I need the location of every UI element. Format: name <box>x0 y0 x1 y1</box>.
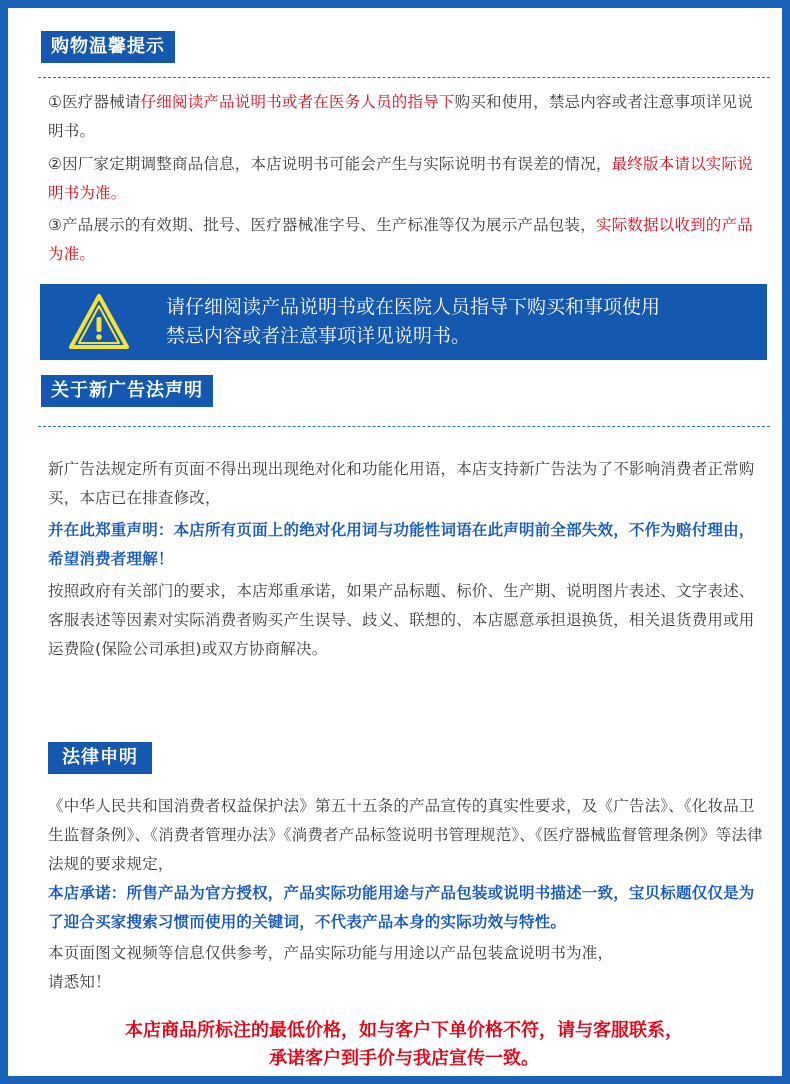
ad-law-declaration: 并在此郑重声明：本店所有页面上的绝对化用词与功能性词语在此声明前全部失效，不作为赔付理由，希望消费者理解！ <box>48 521 755 568</box>
text: ③产品展示的有效期、批号、医疗器械准字号、生产标准等仅为展示产品包装， <box>48 216 596 234</box>
section-title-legal: 法律申明 <box>48 742 152 774</box>
shopping-tip-2 <box>48 150 768 208</box>
shopping-tip-1 <box>48 88 768 146</box>
legal-paragraph-4: 请悉知！ <box>48 973 111 991</box>
section-title-ad-law: 关于新广告法声明 <box>41 375 213 407</box>
banner-line-1: 请仔细阅读产品说明书或在医院人员指导下购买和事项使用 <box>166 296 661 318</box>
banner-line-2: 禁忌内容或者注意事项详见说明书。 <box>166 325 471 347</box>
shopping-tip-3 <box>48 211 768 269</box>
legal-promise: 本店承诺：所售产品为官方授权，产品实际功能用途与产品包装或说明书描述一致，宝贝标题仅仅是为了迎合买家搜索习惯而使用的关键词，不代表产品本身的实际功效与特性。 <box>48 884 755 931</box>
divider <box>38 77 770 78</box>
highlight-text: 最终版本请以实际说明书为准。 <box>48 155 753 202</box>
warning-triangle-icon <box>68 292 130 352</box>
section-title-shopping-tips: 购物温馨提示 <box>41 31 175 63</box>
divider <box>38 426 770 427</box>
ad-law-paragraph-1: 新广告法规定所有页面不得出现出现绝对化和功能化用语，本店支持新广告法为了不影响消费者正常购买，本店已在排查修改， <box>48 460 755 507</box>
legal-paragraph-3: 本页面图文视频等信息仅供参考，产品实际功能与用途以产品包装盒说明书为准， <box>48 944 614 962</box>
text: ②因厂家定期调整商品信息，本店说明书可能会产生与实际说明书有误差的情况， <box>48 155 612 173</box>
warning-banner <box>40 284 767 360</box>
text: 购买和使用，禁忌内容或者注意事项详见说明书。 <box>48 93 753 140</box>
footer-notice-line-1: 本店商品所标注的最低价格，如与客户下单价格不符，请与客服联系， <box>125 1020 683 1041</box>
banner-text <box>166 293 766 351</box>
text: ①医疗器械请 <box>48 93 141 111</box>
highlight-text: 实际数据以收到的产品为准。 <box>48 216 753 263</box>
legal-paragraph-1: 《中华人民共和国消费者权益保护法》第五十五条的产品宣传的真实性要求，及《广告法》、《化妆品卫生监督条例》、《消费者管理办法》《淌费者产品标签说明书管理规范》、《医疗器械监督管理条例》等法律法规的要求规定， <box>48 797 763 873</box>
ad-law-paragraph-3: 按照政府有关部门的要求，本店郑重承诺，如果产品标题、标价、生产期、说明图片表述、文字表述、客服表述等因素对实际消费者购买产生误导、歧义、联想的、本店愿意承担退换货，相关退货费用或用运费险(保险公司承担)或双方协商解决。 <box>48 582 755 658</box>
footer-notice-line-2: 承诺客户到手价与我店宣传一致。 <box>269 1048 539 1069</box>
highlight-text: 仔细阅读产品说明书或者在医务人员的指导下 <box>140 93 455 111</box>
